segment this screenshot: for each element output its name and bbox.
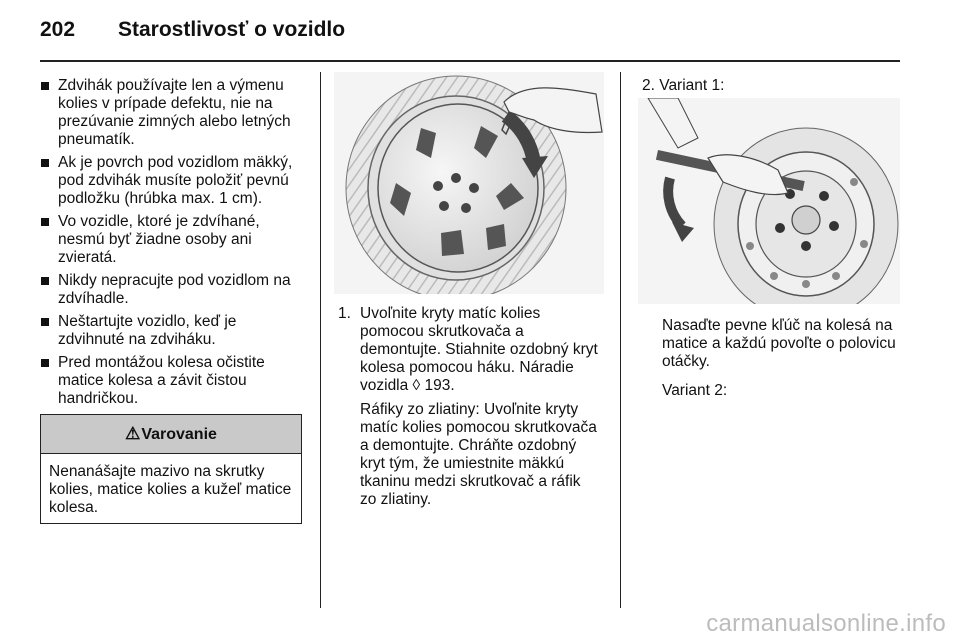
warning-text: Nenanášajte mazivo na skrutky kolies, matice kolies a kužeľ matice kolesa.	[49, 463, 292, 516]
bullet-item: Zdvihák používajte len a výmenu kolies v prípade defektu, nie na prezúvanie zimných alebo letných pneumatík.	[40, 77, 302, 149]
warning-header	[41, 415, 301, 454]
wheel-wrench-illustration	[638, 98, 900, 304]
page-number: 202	[40, 18, 76, 41]
step-2-heading	[642, 77, 912, 95]
watermark: carmanualsonline.info	[706, 610, 946, 637]
step-alloy-note: Ráfiky zo zliatiny: Uvoľnite kryty matíc kolies pomocou skrutkovača a demontujte. Chráňte ozdobný kryt tým, že umiestnite mäkkú tkaninu medzi skrutkovač a ráfik zo zliatiny.	[360, 401, 597, 508]
safety-bullets	[40, 77, 302, 413]
column-divider	[320, 72, 321, 608]
step-1-block	[338, 305, 600, 515]
warning-box	[40, 414, 302, 524]
step-2-text: Nasaďte pevne kľúč na kolesá na matice a každú povoľte o polovicu otáčky.	[662, 317, 896, 370]
step-text: Uvoľnite kryty matíc kolies pomocou skrutkovača a demontujte. Stiahnite ozdobný kryt kolesa pomocou háku. Náradie vozidla ◊ 193.	[360, 305, 598, 394]
wheel-cover-illustration	[334, 72, 604, 294]
variant-2-label: Variant 2:	[662, 382, 728, 399]
column-divider	[620, 72, 621, 608]
step-number: 1.	[338, 305, 351, 322]
step-number: 2.	[642, 77, 655, 94]
warning-title: Varovanie	[141, 426, 217, 443]
bullet-item: Neštartujte vozidlo, keď je zdvihnuté na zdviháku.	[40, 313, 302, 349]
warning-triangle-icon: ⚠	[125, 424, 141, 443]
bullet-item: Vo vozidle, ktoré je zdvíhané, nesmú byť žiadne osoby ani zvieratá.	[40, 213, 302, 267]
header-rule	[40, 60, 900, 62]
bullet-item: Nikdy nepracujte pod vozidlom na zdvíhadle.	[40, 272, 302, 308]
bullet-item: Pred montážou kolesa očistite matice kolesa a závit čistou handričkou.	[40, 354, 302, 408]
chapter-title: Starostlivosť o vozidlo	[118, 18, 346, 41]
page-header	[40, 18, 920, 58]
bullet-item: Ak je povrch pod vozidlom mäkký, pod zdvihák musíte položiť pevnú podložku (hrúbka max. 1 cm).	[40, 154, 302, 208]
step-title: Variant 1:	[659, 77, 725, 94]
